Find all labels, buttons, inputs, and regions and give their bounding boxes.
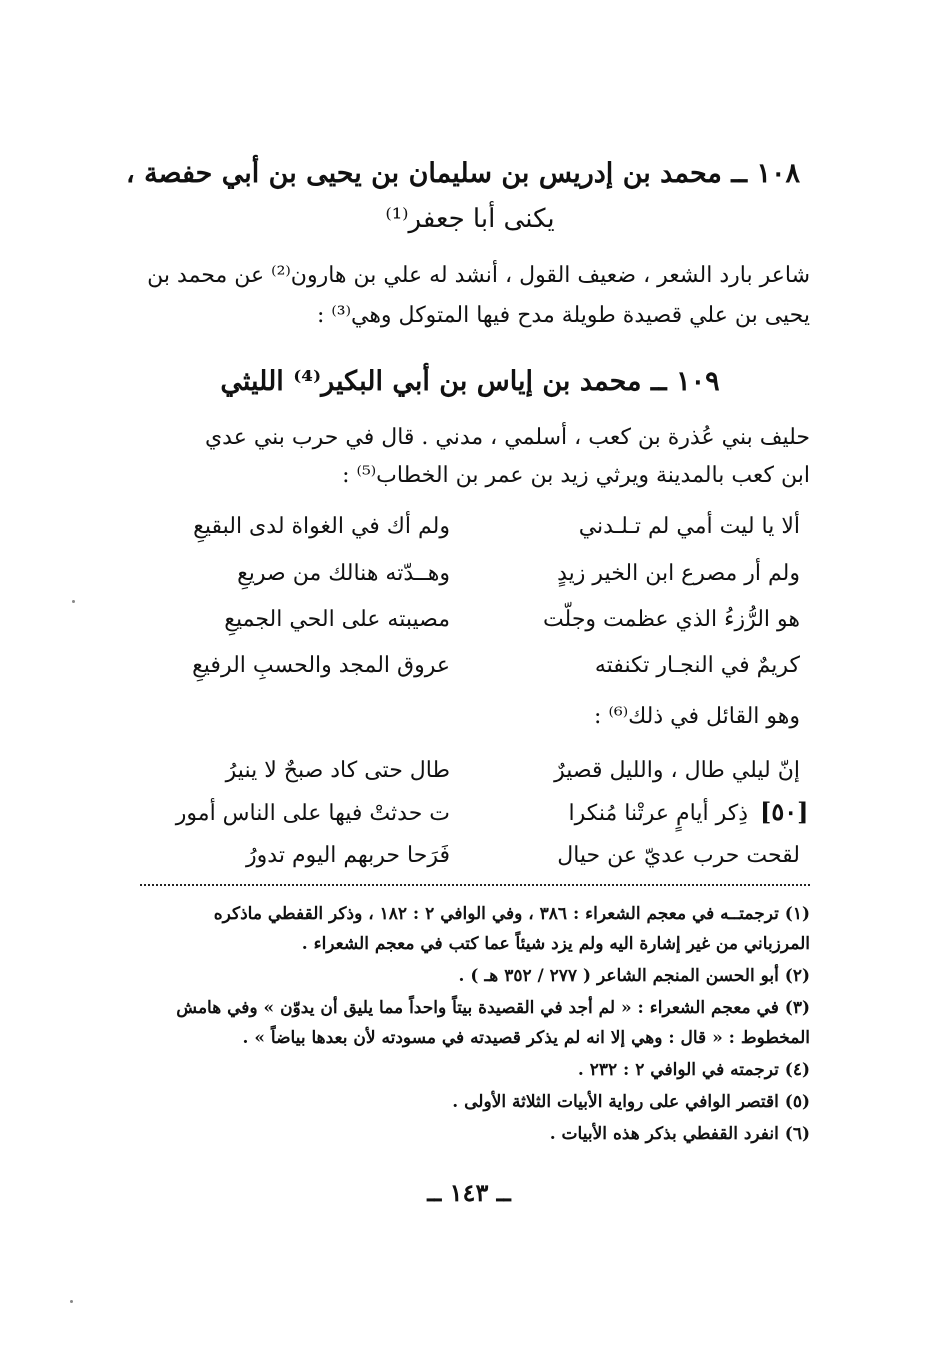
entry-109-body-line-2: ابن كعب بالمدينة ويرثي زيد بن عمر بن الخطاب⁽⁵⁾ : (342, 463, 810, 488)
scan-speck (72, 600, 75, 603)
footnote-line: (١) ترجمتــه في معجم الشعراء : ٣٨٦ ، وفي الوافي ٢ : ١٨٢ ، وذكر القفطي ماذكره (213, 904, 810, 924)
verse-second-hemistich: فَرَحا حربهم اليوم تدورُ (246, 843, 450, 868)
footnote-line: المخطوط : « قال : وهي إلا انه لم يذكر قصيدته في مسودته لأن بعدها بياضاً » . (242, 1028, 810, 1048)
verse-first-hemistich: هو الرُّزءُ الذي عظمت وجلّت (542, 607, 800, 632)
verse-second-hemistich: وهــدّته هنالك من صريعِ (237, 561, 450, 586)
footnote-line: (٤) ترجمته في الوافي ٢ : ٢٣٢ . (577, 1060, 810, 1080)
poem-2-intro: وهو القائل في ذلك⁽⁶⁾ : (594, 704, 800, 729)
entry-108-body-line-2: يحيى بن علي قصيدة طويلة مدح فيها المتوكل وهي⁽³⁾ : (316, 303, 810, 328)
footnote-line: (٣) في معجم الشعراء : « لم أجد في القصيدة بيتاً واحداً مما يليق أن يدوّن » وفي هامش (176, 998, 810, 1018)
verse-first-hemistich: ذِكر أيامٍ عرتْنا مُنكرا (568, 801, 748, 826)
verse-first-hemistich: كريمٌ في النجـار تكنفته (594, 653, 800, 678)
scan-speck (70, 1300, 73, 1303)
entry-108-body-line-1: شاعر بارد الشعر ، ضعيف القول ، أنشد له علي بن هارون⁽²⁾ عن محمد بن (147, 263, 810, 288)
verse-first-hemistich: ألا يا ليت أمي لم تـلـدني (578, 514, 800, 539)
verse-second-hemistich: مصيبته على الحي الجميعِ (224, 607, 450, 632)
manuscript-page-marker: [٥٠] (760, 797, 809, 826)
verse-second-hemistich: عروق المجد والحسبِ الرفيعِ (192, 653, 450, 678)
footnote-divider (140, 884, 810, 886)
entry-109-body-line-1: حليف بني عُذرة بن كعب ، أسلمي ، مدني . قال في حرب بني عدي (204, 425, 810, 450)
verse-first-hemistich: إنّ ليلي طال ، والليل قصيرٌ (554, 758, 800, 783)
verse-first-hemistich: ولم أر مصرع ابن الخير زيدٍ (557, 561, 800, 586)
verse-second-hemistich: ت حدثتْ فيها على الناس أمور (175, 801, 450, 826)
entry-109-heading: ١٠٩ ــ محمد بن إياس بن أبي البكير⁽⁴⁾ الليثي (220, 366, 720, 397)
verse-first-hemistich: لقحت حرب عديّ عن حيال (557, 843, 800, 868)
page-number: ــ ١٤٣ ــ (427, 1178, 511, 1207)
verse-second-hemistich: ولم أك في الغواة لدى البقيعِ (193, 514, 450, 539)
footnote-line: المرزباني من غير إشارة اليه ولم يزد شيئاً عما كتب في معجم الشعراء . (301, 934, 810, 954)
entry-108-heading: ١٠٨ ــ محمد بن إدريس بن سليمان بن يحيى بن أبي حفصة ، (125, 158, 800, 189)
verse-second-hemistich: طال حتى كاد صبحٌ لا ينيرُ (225, 758, 450, 783)
footnote-line: (٢) أبو الحسن المنجم الشاعر ( ٢٧٧ / ٣٥٢ هـ ) . (458, 966, 810, 986)
footnote-line: (٥) اقتصر الوافي على رواية الأبيات الثلاثة الأولى . (452, 1092, 810, 1112)
entry-108-subheading: يكنى أبا جعفر⁽¹⁾ (385, 204, 555, 234)
footnote-line: (٦) انفرد القفطي بذكر هذه الأبيات . (549, 1124, 810, 1144)
